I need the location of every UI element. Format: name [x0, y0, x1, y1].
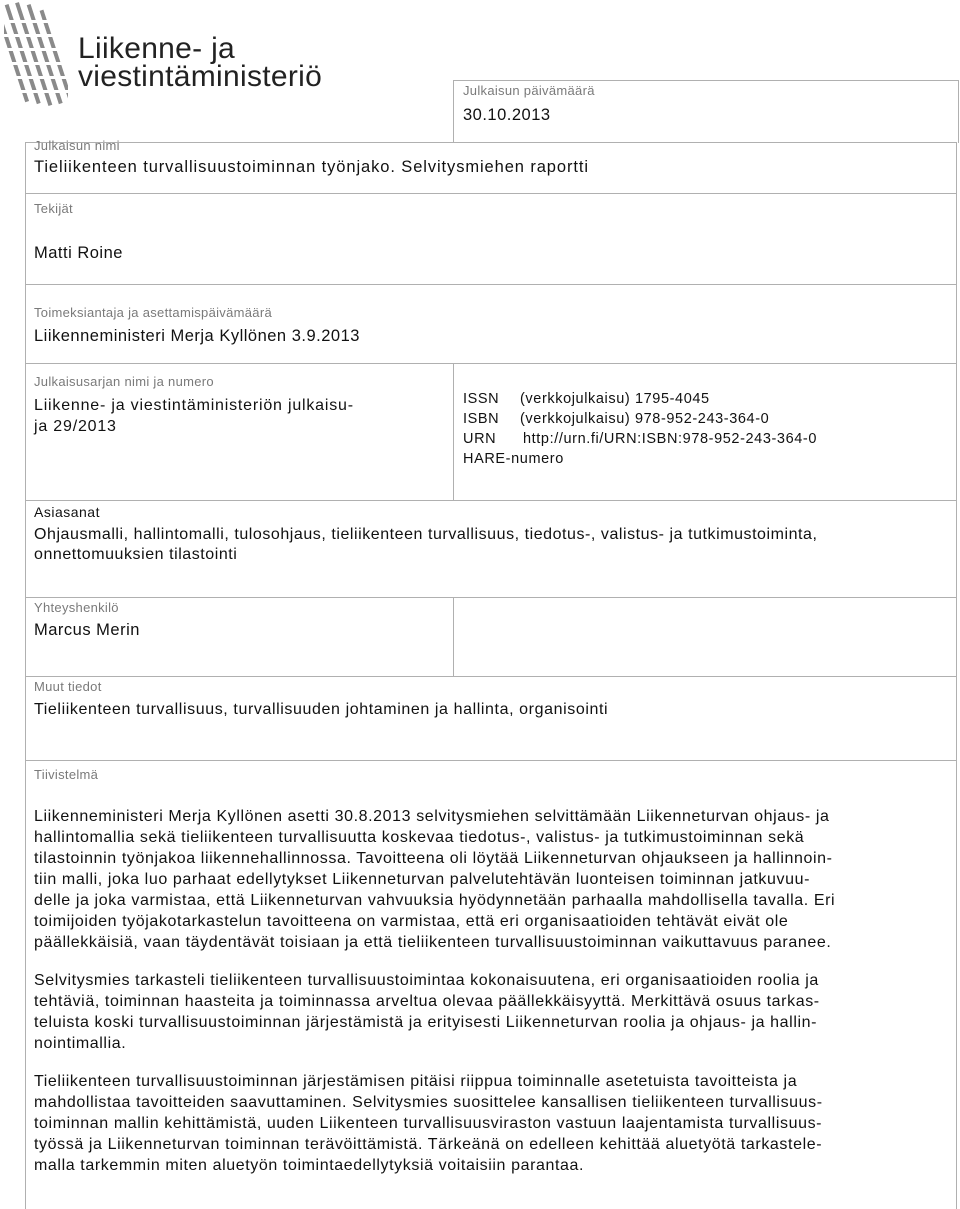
- divider-4: [25, 500, 957, 501]
- abstract-line: hallintomallia sekä tieliikenteen turvallisuutta koskevaa tiedotus-, valistus- ja tutkimustoiminnan sekä: [34, 829, 805, 846]
- series-line-1: Liikenne- ja viestintäministeriön julkaisu-: [34, 397, 354, 414]
- keywords-line-2: onnettomuuksien tilastointi: [34, 546, 238, 563]
- divider-1: [25, 193, 957, 194]
- divider-3: [25, 363, 957, 364]
- isbn-row: [463, 409, 943, 429]
- logo-mark-icon: [4, 0, 68, 110]
- pub-name-label: Julkaisun nimi: [34, 138, 120, 153]
- abstract-line: toiminnan mallin kehittämistä, uuden Liikenteen turvallisuusviraston vastuun laajentamista turvallisuus-: [34, 1115, 823, 1132]
- isbn-value: (verkkojulkaisu) 978-952-243-364-0: [520, 411, 770, 427]
- divider-7: [25, 760, 957, 761]
- urn-key: URN: [463, 431, 497, 447]
- ids-block: [463, 389, 943, 469]
- issn-value: (verkkojulkaisu) 1795-4045: [520, 391, 710, 407]
- abstract-paragraph-2: [34, 970, 949, 1054]
- divider-6: [25, 676, 957, 677]
- divider-2: [25, 284, 957, 285]
- commissioner-value: Liikenneministeri Merja Kyllönen 3.9.2013: [34, 327, 360, 345]
- divider-5: [25, 597, 957, 598]
- abstract-line: nointimallia.: [34, 1035, 127, 1052]
- abstract-line: toimijoiden työjakotarkastelun tavoitteena on varmistaa, että eri organisaatioiden tehtävät eivät ole: [34, 913, 789, 930]
- ministry-logo: [4, 0, 334, 110]
- abstract-line: teluista koski turvallisuustoiminnan järjestämistä ja erityisesti Liikenneturvan roolia ja ohjaus- ja hallin-: [34, 1014, 818, 1031]
- issn-row: [463, 389, 943, 409]
- keywords-line-1: Ohjausmalli, hallintomalli, tulosohjaus, tieliikenteen turvallisuus, tiedotus-, valistus- ja tutkimustoiminta,: [34, 526, 818, 543]
- abstract-label: Tiivistelmä: [34, 767, 99, 782]
- date-label: Julkaisun päivämäärä: [463, 83, 595, 98]
- contact-divider: [453, 597, 454, 676]
- abstract-line: päällekkäisiä, vaan täydentävät toisiaan ja että tieliikenteen turvallisuustoiminnan vaikuttavuus paranee.: [34, 934, 832, 951]
- abstract-line: Tieliikenteen turvallisuustoiminnan järjestämisen pitäisi riippua toiminnalle asetetuista tavoitteista ja: [34, 1073, 798, 1090]
- keywords-label: Asiasanat: [34, 504, 100, 520]
- abstract-body: [34, 806, 949, 1193]
- pub-name-value: Tieliikenteen turvallisuustoiminnan työnjako. Selvitysmiehen raportti: [34, 158, 589, 176]
- abstract-line: tilastoinnin työnjakoa liikennehallinnossa. Tavoitteena oli löytää Liikenneturvan ohjaukseen ja hallinnoin-: [34, 850, 833, 867]
- date-value: 30.10.2013: [463, 106, 551, 124]
- hare-number: HARE-numero: [463, 451, 564, 467]
- abstract-paragraph-1: [34, 806, 949, 953]
- authors-value: Matti Roine: [34, 244, 123, 262]
- logo-line-2: viestintäministeriö: [78, 60, 323, 93]
- series-line-2: ja 29/2013: [34, 418, 117, 435]
- abstract-line: Liikenneministeri Merja Kyllönen asetti 30.8.2013 selvitysmiehen selvittämään Liikenneturvan ohjaus- ja: [34, 808, 830, 825]
- ids-divider: [453, 363, 454, 500]
- contact-value: Marcus Merin: [34, 621, 140, 639]
- abstract-line: delle ja joka varmistaa, että Liikenneturvan vahvuuksia hyödynnetään parhaalla mahdollisella tavalla. Eri: [34, 892, 836, 909]
- issn-key: ISSN: [463, 391, 500, 407]
- other-label: Muut tiedot: [34, 679, 102, 694]
- abstract-line: mahdollistaa tavoitteiden saavuttaminen. Selvitysmies suosittelee kansallisen tieliikenteen turvallisuus-: [34, 1094, 823, 1111]
- isbn-key: ISBN: [463, 411, 500, 427]
- abstract-line: malla tarkemmin miten aluetyön toimintaedellytyksiä voitaisiin parantaa.: [34, 1157, 585, 1174]
- abstract-line: tiin malli, joka luo parhaat edellytykset Liikenneturvan palvelutehtävän luonteisen toiminnan jatkuvuu-: [34, 871, 811, 888]
- abstract-line: tehtäviä, toiminnan haasteita ja toiminnassa arveltua olevaa päällekkäisyyttä. Merkittävä osuus tarkas-: [34, 993, 820, 1010]
- frame-top: [25, 142, 957, 143]
- logo-line-1: Liikenne- ja: [78, 32, 236, 65]
- commissioner-label: Toimeksiantaja ja asettamispäivämäärä: [34, 305, 272, 320]
- urn-row: [463, 429, 943, 449]
- abstract-line: Selvitysmies tarkasteli tieliikenteen turvallisuustoimintaa kokonaisuutena, eri organisaatioiden roolia ja: [34, 972, 819, 989]
- abstract-paragraph-3: [34, 1071, 949, 1176]
- other-value: Tieliikenteen turvallisuus, turvallisuuden johtaminen ja hallinta, organisointi: [34, 701, 609, 718]
- abstract-line: työssä ja Liikenneturvan toiminnan terävöittämistä. Tärkeänä on edelleen kehittää aluetyötä tarkastele-: [34, 1136, 823, 1153]
- authors-label: Tekijät: [34, 201, 73, 216]
- series-label: Julkaisusarjan nimi ja numero: [34, 374, 214, 389]
- contact-label: Yhteyshenkilö: [34, 600, 119, 615]
- urn-value: http://urn.fi/URN:ISBN:978-952-243-364-0: [523, 431, 817, 447]
